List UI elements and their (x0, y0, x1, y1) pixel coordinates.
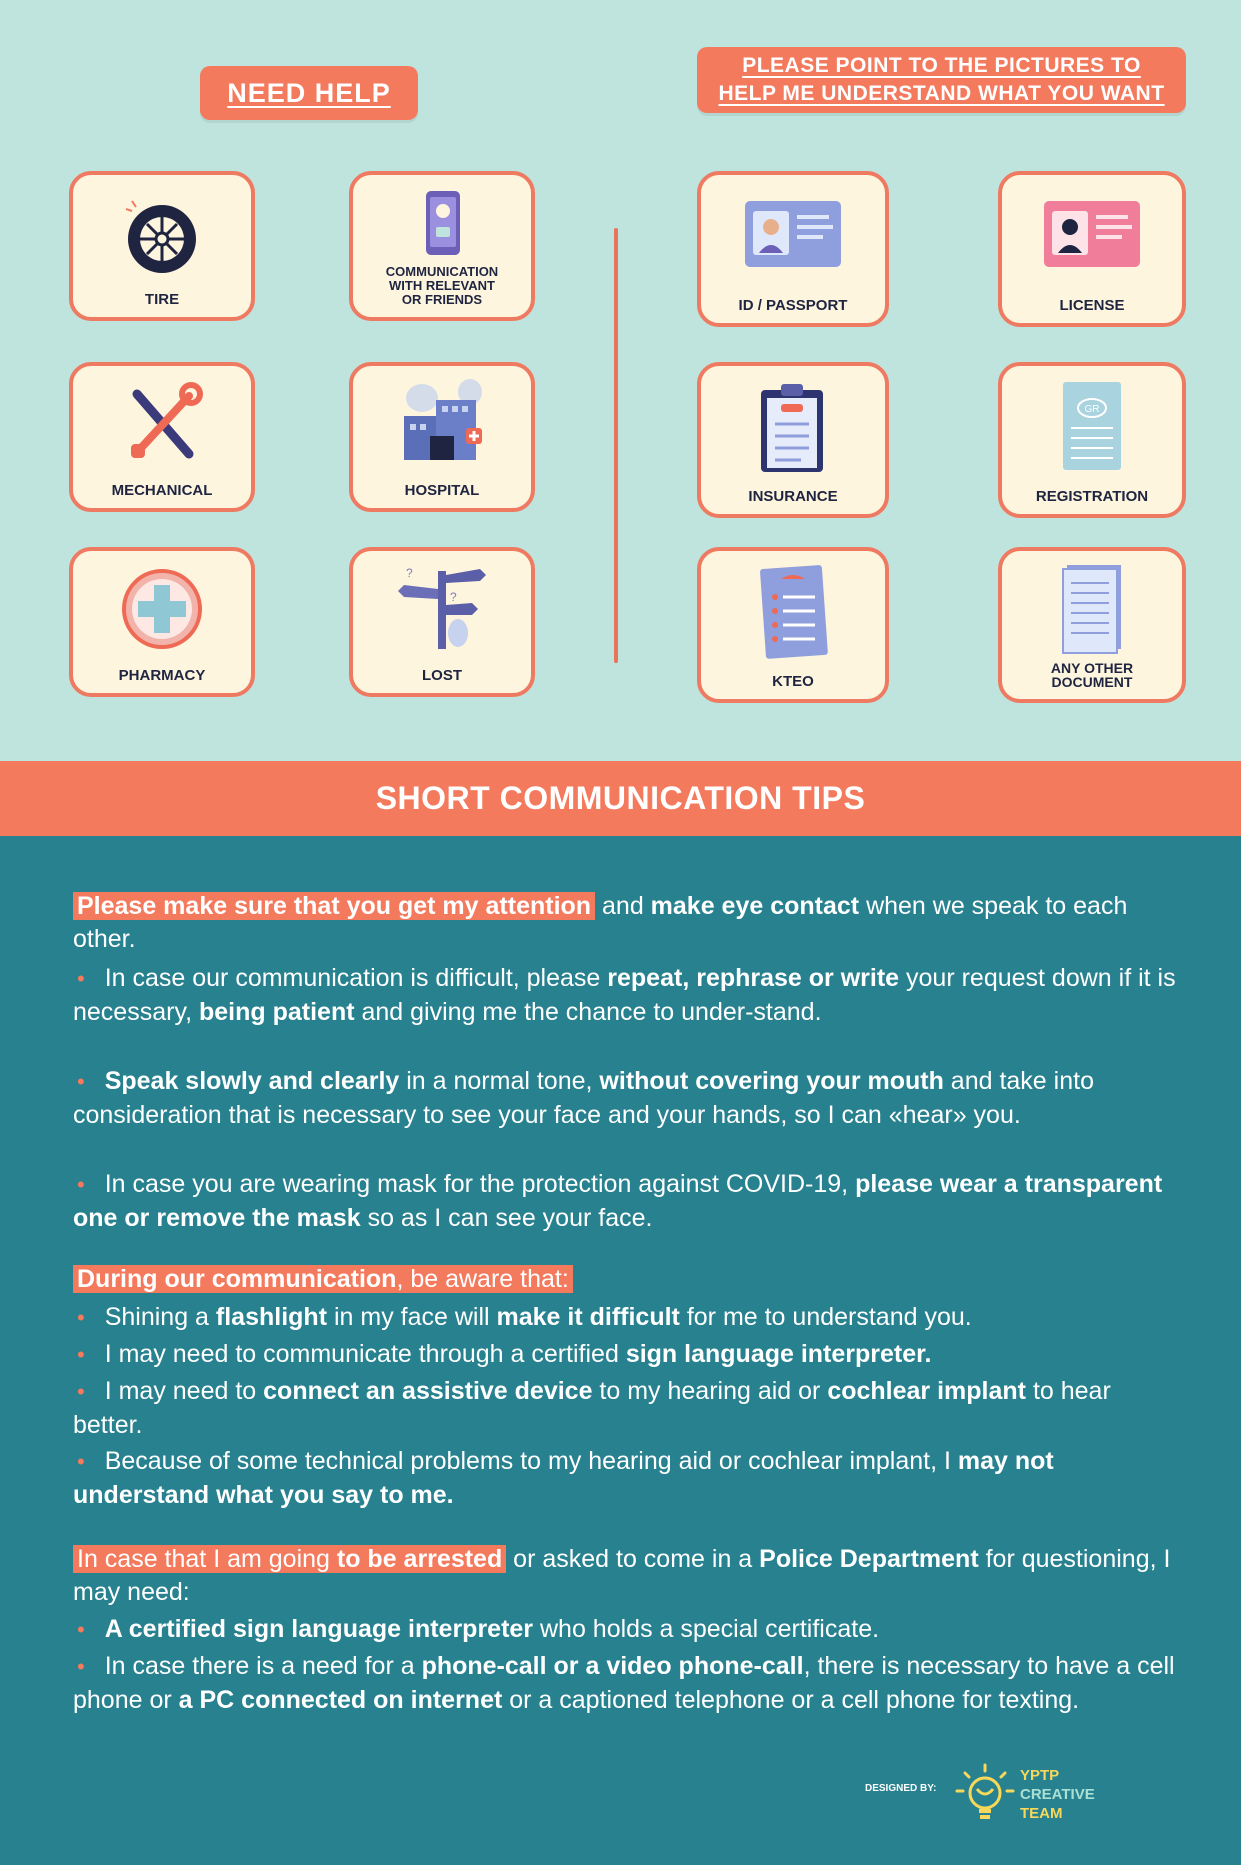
svg-text:?: ? (406, 566, 413, 580)
tip-flashlight: • Shining a flashlight in my face will make it difficult for me to understand you. (77, 1303, 972, 1331)
signpost-icon (392, 561, 492, 651)
tip-mask: • In case you are wearing mask for the protection against COVID-19, please wear a transparent one or remove the mask so as I can see your face. (73, 1170, 1163, 1232)
tip-arrested: In case that I am going to be arrested or asked to come in a Police Department for questioning, I may need: (73, 1545, 1171, 1606)
card-label: TIRE (144, 291, 180, 308)
card-lost[interactable] (349, 547, 535, 697)
document-icon (1057, 563, 1127, 655)
bullet-icon: • (77, 966, 85, 991)
tip-interpreter: • I may need to communicate through a certified sign language interpreter. (77, 1340, 932, 1368)
bullet-icon: • (77, 1342, 85, 1367)
card-label: ANY OTHER DOCUMENT (1050, 660, 1134, 690)
tip-phone-call: • In case there is a need for a phone-call or a video phone-call, there is necessary to have a cell phone or a PC connected on internet or a captioned telephone or a cell phone for texting. (73, 1652, 1175, 1714)
pictogram-section (0, 0, 1241, 761)
tip-assistive-device: • I may need to connect an assistive device to my hearing aid or cochlear implant to hear better. (73, 1377, 1111, 1439)
card-label: LICENSE (1059, 297, 1125, 314)
tip-technical-problems: • Because of some technical problems to my hearing aid or cochlear implant, I may not understand what you say to me. (73, 1447, 1054, 1509)
card-label: KTEO (772, 673, 814, 690)
point-line-2: HELP ME UNDERSTAND WHAT YOU WANT (718, 82, 1165, 105)
tips-banner: SHORT COMMUNICATION TIPS (0, 761, 1241, 836)
tip-certified-interpreter: • A certified sign language interpreter who holds a special certificate. (77, 1615, 880, 1643)
medical-cross-icon (120, 567, 204, 651)
card-label: PHARMACY (118, 667, 206, 684)
yptp-team-logo: YPTP CREATIVE TEAM (1020, 1767, 1095, 1822)
registration-document-icon (1057, 378, 1127, 474)
card-label: MECHANICAL (111, 482, 213, 499)
bullet-icon: • (77, 1654, 85, 1679)
card-any-other-document[interactable] (998, 547, 1186, 703)
card-label: ID / PASSPORT (738, 297, 848, 314)
card-id-passport[interactable] (697, 171, 889, 327)
card-pharmacy[interactable] (69, 547, 255, 697)
card-label: LOST (422, 667, 462, 684)
id-card-icon (741, 197, 845, 273)
hospital-icon (392, 376, 492, 464)
tire-icon (122, 191, 202, 281)
section-divider (614, 228, 618, 663)
bullet-icon: • (77, 1379, 85, 1404)
registration-badge: GR (1084, 404, 1100, 415)
license-card-icon (1040, 197, 1144, 273)
checklist-icon (753, 563, 833, 663)
card-hospital[interactable] (349, 362, 535, 512)
svg-text:?: ? (450, 590, 457, 604)
card-label: HOSPITAL (404, 482, 480, 499)
bullet-icon: • (77, 1449, 85, 1474)
bullet-icon: • (77, 1617, 85, 1642)
bullet-icon: • (77, 1172, 85, 1197)
card-license[interactable] (998, 171, 1186, 327)
phone-icon (412, 189, 472, 259)
card-mechanical[interactable] (69, 362, 255, 512)
bullet-icon: • (77, 1069, 85, 1094)
tip-speak-slowly: • Speak slowly and clearly in a normal tone, without covering your mouth and take into consideration that is necessary to see your face and your hands, so I can «hear» you. (73, 1067, 1094, 1129)
designed-by-label: DESIGNED BY: (865, 1783, 937, 1794)
point-pictures-heading (697, 47, 1186, 113)
point-line-1: PLEASE POINT TO THE PICTURES TO (742, 54, 1141, 77)
card-registration[interactable] (998, 362, 1186, 518)
wrench-screwdriver-icon (117, 382, 207, 466)
bullet-icon: • (77, 1305, 85, 1330)
tip-attention: Please make sure that you get my attention and make eye contact when we speak to each other. (73, 892, 1128, 953)
need-help-heading: NEED HELP (200, 66, 418, 120)
card-tire[interactable] (69, 171, 255, 321)
clipboard-icon (753, 380, 833, 476)
card-kteo[interactable] (697, 547, 889, 703)
tip-repeat: • In case our communication is difficult, please repeat, rephrase or write your request down if it is necessary, being patient and giving me the chance to under-stand. (73, 964, 1176, 1026)
tip-during-communication: During our communication, be aware that: (73, 1263, 1183, 1296)
card-label: COMMUNICATION WITH RELEVANT OR FRIENDS (385, 264, 499, 307)
card-label: REGISTRATION (1035, 488, 1149, 505)
lightbulb-logo-icon (955, 1763, 1015, 1823)
card-label: INSURANCE (748, 488, 838, 505)
card-insurance[interactable] (697, 362, 889, 518)
card-communication[interactable] (349, 171, 535, 321)
